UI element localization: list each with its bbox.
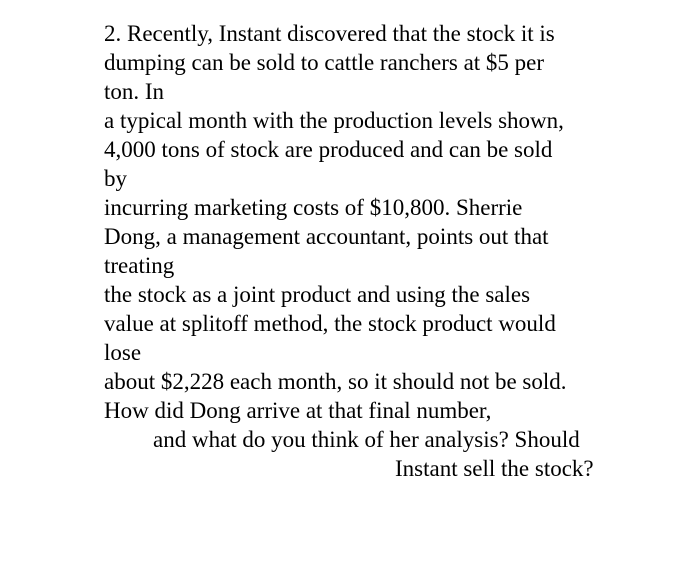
question-line: by: [104, 166, 127, 191]
question-line: and what do you think of her analysis? Should: [153, 427, 580, 452]
question-line: lose: [104, 340, 142, 365]
question-line: Dong, a management accountant, points out that: [104, 224, 549, 249]
question-line: ton. In: [104, 79, 165, 104]
question-line: How did Dong arrive at that final number,: [104, 398, 492, 423]
question-line: Instant sell the stock?: [395, 456, 594, 481]
question-line: dumping can be sold to cattle ranchers at $5 per: [104, 50, 545, 75]
question-line: 2. Recently, Instant discovered that the stock it is: [104, 21, 555, 46]
question-text: [104, 19, 624, 483]
question-line: about $2,228 each month, so it should not be sold.: [104, 369, 567, 394]
question-line: the stock as a joint product and using the sales: [104, 282, 531, 307]
question-line: value at splitoff method, the stock product would: [104, 311, 556, 336]
question-line: incurring marketing costs of $10,800. Sherrie: [104, 195, 523, 220]
question-line: treating: [104, 253, 175, 278]
question-line: 4,000 tons of stock are produced and can be sold: [104, 137, 553, 162]
question-line: a typical month with the production levels shown,: [104, 108, 564, 133]
